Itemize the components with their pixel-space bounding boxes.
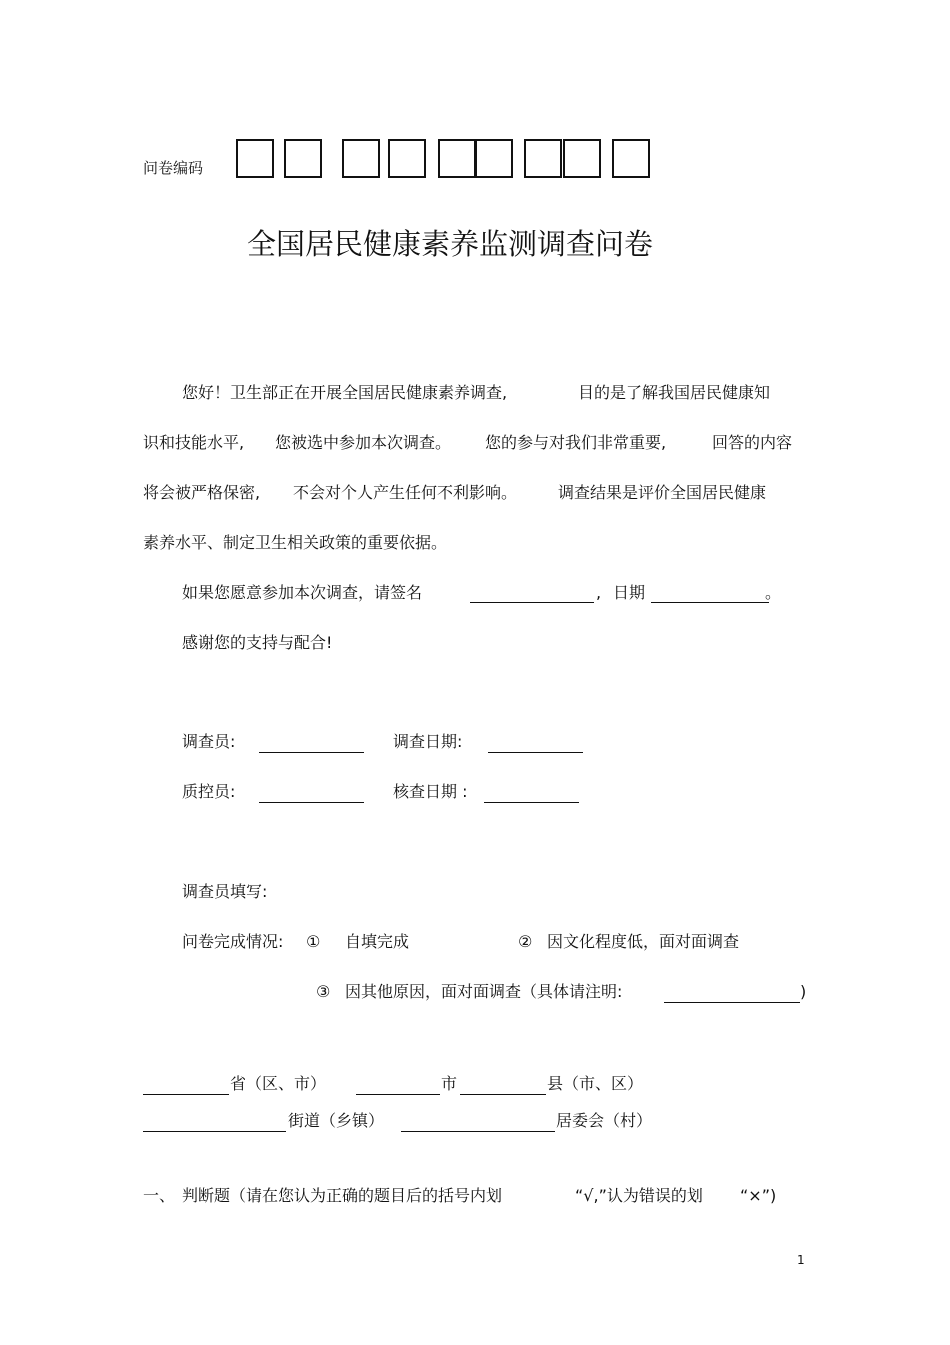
intro-line-3a: 将会被严格保密, xyxy=(143,483,261,502)
intro-line-1a: 您好！卫生部正在开展全国居民健康素养调查, xyxy=(182,383,508,402)
page-number: 1 xyxy=(797,1253,805,1267)
option-1-number[interactable]: ① xyxy=(306,932,321,951)
survey-date-field[interactable] xyxy=(488,734,583,753)
check-date-field[interactable] xyxy=(484,784,579,803)
street-label: 街道（乡镇） xyxy=(288,1111,385,1130)
code-box[interactable] xyxy=(563,139,601,178)
investigator-label: 调查员: xyxy=(182,732,236,751)
consent-period: 。 xyxy=(765,583,782,602)
completion-status-label: 问卷完成情况: xyxy=(182,932,284,951)
questionnaire-code-boxes xyxy=(236,139,651,178)
intro-line-3b: 不会对个人产生任何不利影响。 xyxy=(293,483,518,502)
province-field[interactable] xyxy=(143,1076,229,1095)
section-1-number: 一、 xyxy=(143,1186,176,1205)
qc-label: 质控员: xyxy=(182,782,236,801)
city-label: 市 xyxy=(441,1074,458,1093)
questionnaire-code-label: 问卷编码 xyxy=(143,159,204,177)
consent-date-field[interactable] xyxy=(651,584,769,603)
qc-field[interactable] xyxy=(259,784,364,803)
option-2-number[interactable]: ② xyxy=(518,932,533,951)
street-field[interactable] xyxy=(143,1113,286,1132)
city-field[interactable] xyxy=(356,1076,440,1095)
intro-line-2c: 您的参与对我们非常重要, xyxy=(485,433,667,452)
consent-sign-label: 如果您愿意参加本次调查，请签名 xyxy=(182,583,423,602)
option-2-text[interactable]: 因文化程度低，面对面调查 xyxy=(547,932,740,951)
code-box[interactable] xyxy=(236,139,274,178)
intro-line-2d: 回答的内容 xyxy=(712,433,793,452)
page-title: 全国居民健康素养监测调查问卷 xyxy=(246,227,653,261)
intro-line-2a: 识和技能水平, xyxy=(143,433,245,452)
code-box[interactable] xyxy=(284,139,322,178)
thanks-text: 感谢您的支持与配合! xyxy=(182,633,333,652)
survey-date-label: 调查日期: xyxy=(393,732,463,751)
consent-date-label: 日期 xyxy=(613,583,646,602)
option-3-text[interactable]: 因其他原因，面对面调查（具体请注明: xyxy=(345,982,623,1001)
code-box[interactable] xyxy=(524,139,562,178)
section-1-mark-right: “√,”认为错误的划 xyxy=(575,1186,703,1205)
code-box[interactable] xyxy=(475,139,513,178)
code-box[interactable] xyxy=(438,139,476,178)
option-3-close-paren: ) xyxy=(800,982,807,1001)
code-box[interactable] xyxy=(612,139,650,178)
section-1-heading: 判断题（请在您认为正确的题目后的括号内划 xyxy=(182,1186,503,1205)
option-1-text[interactable]: 自填完成 xyxy=(345,932,410,951)
option-3-number[interactable]: ③ xyxy=(316,982,331,1001)
code-box[interactable] xyxy=(342,139,380,178)
committee-label: 居委会（村） xyxy=(556,1111,653,1130)
investigator-field[interactable] xyxy=(259,734,364,753)
option-3-note-field[interactable] xyxy=(664,984,800,1003)
intro-line-4: 素养水平、制定卫生相关政策的重要依据。 xyxy=(143,533,448,552)
consent-comma: , xyxy=(596,583,602,602)
signature-field[interactable] xyxy=(470,584,594,603)
section-1-mark-wrong: “×”) xyxy=(740,1186,777,1205)
completion-section-label: 调查员填写: xyxy=(182,882,268,901)
county-label: 县（市、区） xyxy=(547,1074,644,1093)
province-label: 省（区、市） xyxy=(230,1074,327,1093)
code-box[interactable] xyxy=(388,139,426,178)
check-date-label: 核查日期 : xyxy=(393,782,468,801)
committee-field[interactable] xyxy=(401,1113,555,1132)
intro-line-1b: 目的是了解我国居民健康知 xyxy=(578,383,771,402)
county-field[interactable] xyxy=(460,1076,546,1095)
intro-line-2b: 您被选中参加本次调查。 xyxy=(275,433,452,452)
intro-line-3c: 调查结果是评价全国居民健康 xyxy=(558,483,767,502)
